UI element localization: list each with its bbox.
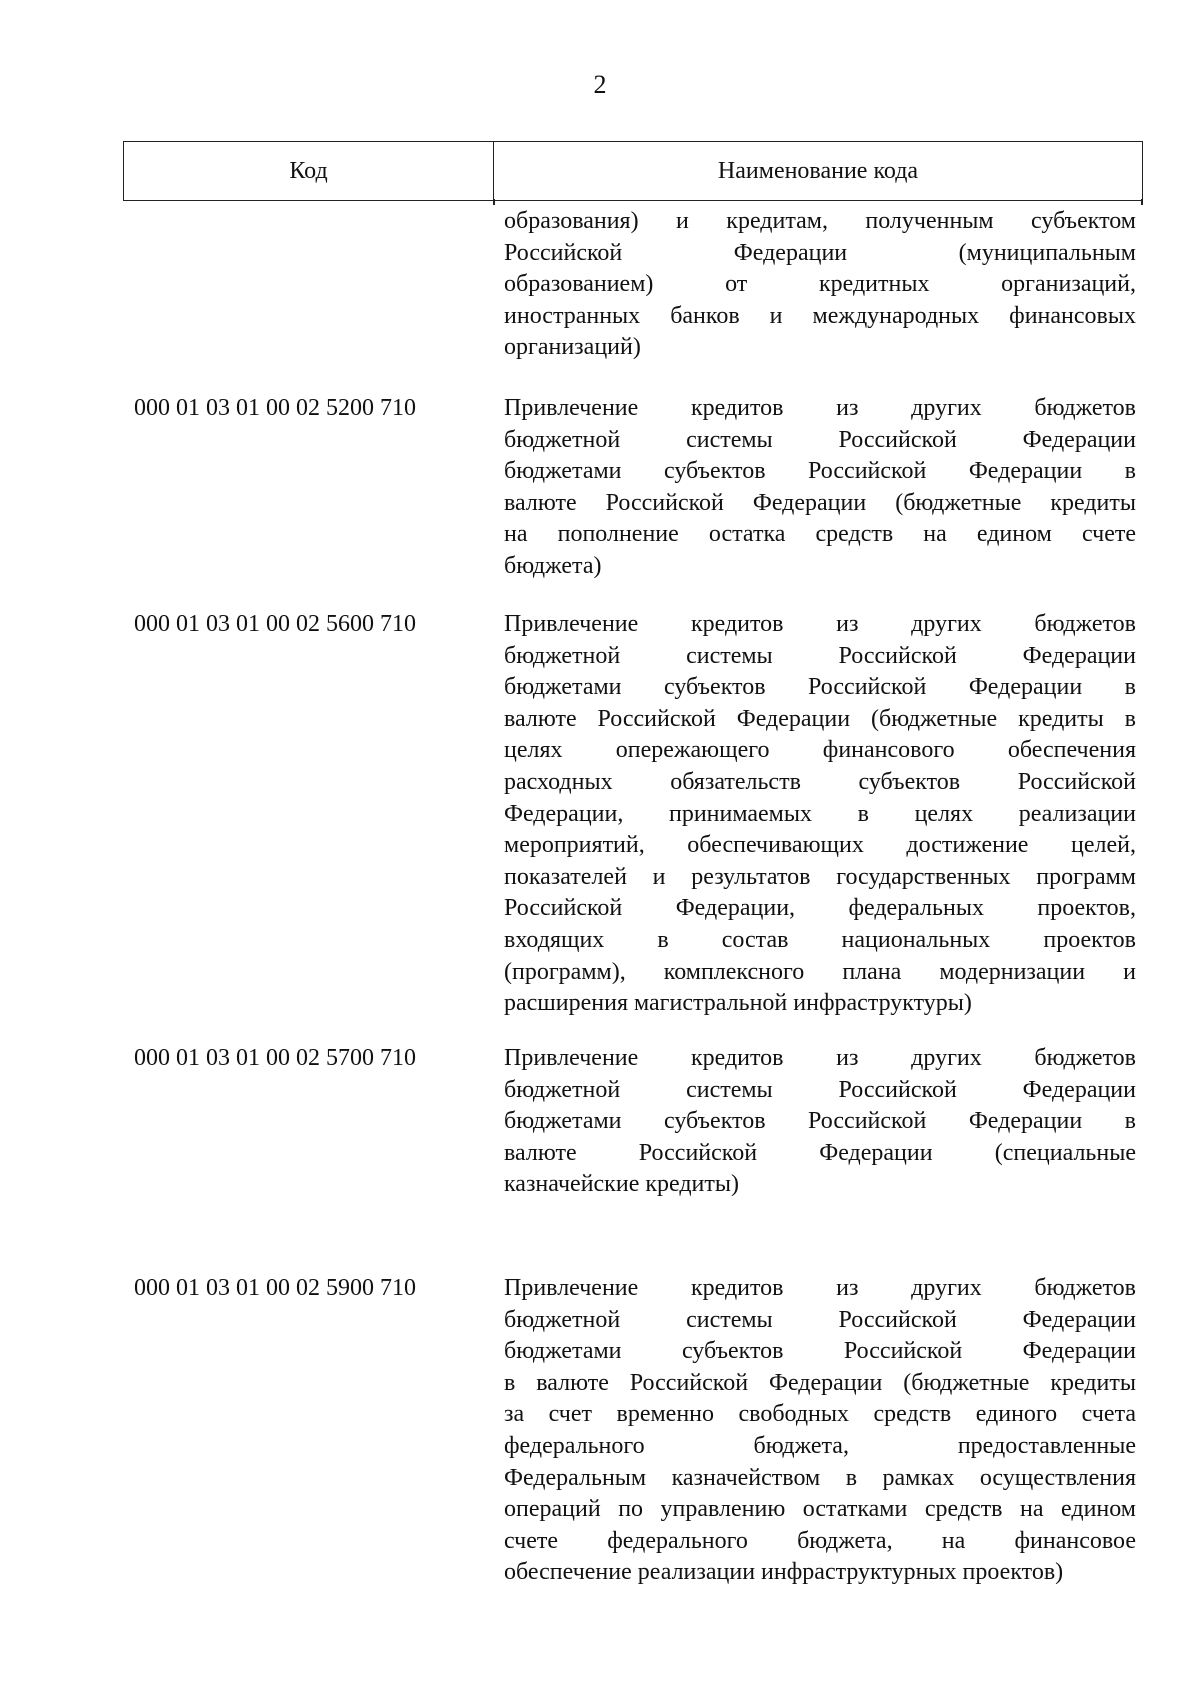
name-line: бюджетами субъектов Российской Федерации в [504,674,1136,701]
row-name [504,393,1136,583]
name-line: образования) и кредитам, полученным субъектом [504,208,1136,234]
name-line: бюджетной системы Российской Федерации [504,1076,1136,1103]
name-line: бюджетами субъектов Российской Федерации в [504,458,1136,485]
name-line: бюджетной системы Российской Федерации [504,642,1136,669]
name-line: бюджетной системы Российской Федерации [504,426,1136,453]
row-code: 000 01 03 01 00 02 5200 710 [134,395,416,421]
name-line: казначейские кредиты) [504,1171,739,1198]
name-line: Привлечение кредитов из других бюджетов [504,1275,1136,1301]
name-line: бюджетами субъектов Российской Федерации в [504,1108,1136,1135]
name-line: Федерации, принимаемых в целях реализации [504,800,1136,827]
name-line: иностранных банков и международных финансовых [504,302,1136,329]
header-code: Код [124,142,494,200]
name-line: организаций) [504,334,641,361]
name-line: входящих в состав национальных проектов [504,926,1136,953]
name-line: валюте Российской Федерации (специальные [504,1139,1136,1166]
name-line: образованием) от кредитных организаций, [504,271,1136,298]
name-line: Привлечение кредитов из других бюджетов [504,611,1136,637]
row-code: 000 01 03 01 00 02 5700 710 [134,1045,416,1071]
name-line: расширения магистральной инфраструктуры) [504,990,972,1017]
row-name [504,1043,1136,1201]
name-line: обеспечение реализации инфраструктурных проектов) [504,1559,1064,1586]
name-line: федерального бюджета, предоставленные [504,1432,1136,1459]
name-line: валюте Российской Федерации (бюджетные кредиты [504,489,1136,516]
name-line: Федеральным казначейством в рамках осуществления [504,1464,1136,1491]
row-name [504,1273,1136,1589]
name-line: за счет временно свободных средств единого счета [504,1401,1136,1428]
name-line: валюте Российской Федерации (бюджетные кредиты в [504,705,1136,732]
row-name [504,609,1136,1020]
name-line: мероприятий, обеспечивающих достижение целей, [504,832,1136,859]
row-code: 000 01 03 01 00 02 5600 710 [134,611,416,637]
name-line: Российской Федерации, федеральных проектов, [504,895,1136,922]
name-line: на пополнение остатка средств на едином счете [504,521,1136,548]
name-line: бюджета) [504,552,602,579]
name-line: счете федерального бюджета, на финансовое [504,1527,1136,1554]
header-divider-tail [493,199,495,205]
name-line: (программ), комплексного плана модернизации и [504,958,1136,985]
name-line: бюджетами субъектов Российской Федерации [504,1338,1136,1365]
name-line: Привлечение кредитов из других бюджетов [504,1045,1136,1071]
table-header [123,141,1143,201]
name-line: Российской Федерации (муниципальным [504,239,1136,266]
name-line: бюджетной системы Российской Федерации [504,1306,1136,1333]
header-name: Наименование кода [717,157,919,184]
name-line: целях опережающего финансового обеспечения [504,737,1136,764]
name-line: расходных обязательств субъектов Российской [504,768,1136,795]
page-number: 2 [593,70,607,99]
name-line: показателей и результатов государственных программ [504,863,1136,890]
row-code: 000 01 03 01 00 02 5900 710 [134,1275,416,1301]
name-line: Привлечение кредитов из других бюджетов [504,395,1136,421]
header-border-tail [1141,199,1143,205]
continuation-name [504,206,1136,364]
name-line: операций по управлению остатками средств на едином [504,1496,1136,1523]
name-line: в валюте Российской Федерации (бюджетные кредиты [504,1369,1136,1396]
